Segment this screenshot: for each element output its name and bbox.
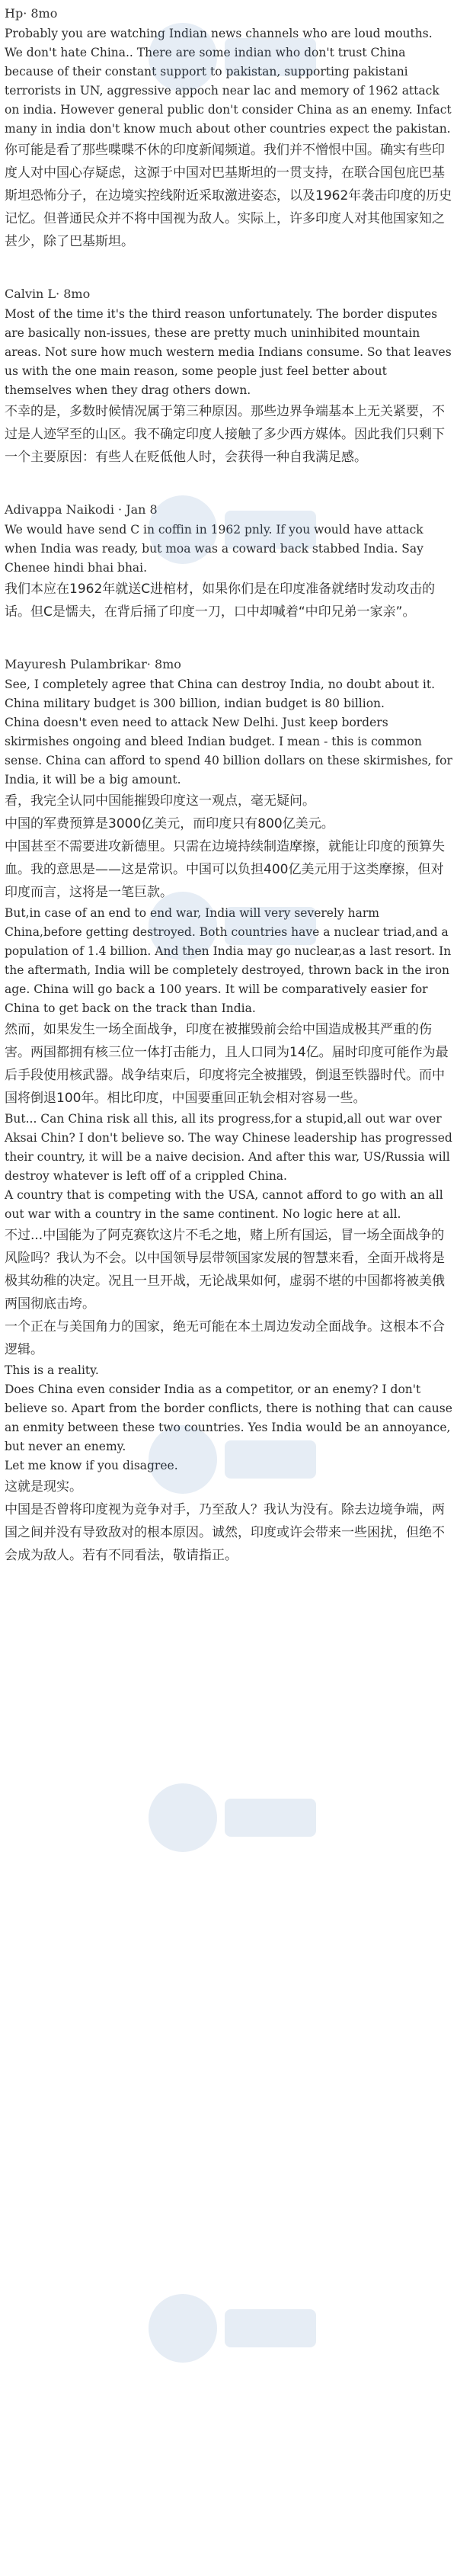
watermark-logo [141,1776,324,1860]
comment-text-english: Probably you are watching Indian news channels who are loud mouths. We don't hate China.. There are some indian who don't trust China because of their constant support to pakistan, supporting pakistani terrorists in UN, aggressive appoch near lac and memory of 1962 attack on india. However general public don't consider China as an enemy. Infact many in india don't know much about other countries expect the pakistan. [5,27,452,136]
comment-author-meta: Mayuresh Pulambrikar· 8mo [5,657,181,671]
comment-text-chinese: 一个正在与美国角力的国家，绝无可能在本土周边发动全面战争。这根本不合逻辑。 [5,1319,445,1357]
comment-text-english: But... Can China risk all this, all its progress,for a stupid,all out war over Aksai Chin? I don't believe so. The way Chinese leadership has progressed their country, it will be a naive decision. And after this war, US/Russia will destroy whatever is left off of a crippled China. [5,1112,452,1183]
comment-text-chinese: 不过...中国能为了阿克赛钦这片不毛之地，赌上所有国运，冒一场全面战争的风险吗？我认为不会。以中国领导层带领国家发展的智慧来看，全面开战将是极其幼稚的决定。况且一旦开战，无论战果如何，虚弱不堪的中国都将被美俄两国彻底击垮。 [5,1228,445,1312]
comment-post [5,3,452,253]
comment-text-chinese: 我们本应在1962年就送C进棺材，如果你们是在印度准备就绪时发动攻击的话。但C是懦夫，在背后捅了印度一刀，口中却喊着“中印兄弟一家亲”。 [5,582,436,620]
comment-author-meta: Adivappa Naikodi · Jan 8 [5,502,158,517]
comment-post [5,499,452,623]
comment-text-english: Does China even consider India as a competitor, or an enemy? I don't believe so. Apart from the border conflicts, there is nothing that can cause an enmity between these two countries. Yes India would be an annoyance, but never an enemy. [5,1383,452,1453]
comment-text-chinese: 你可能是看了那些喋喋不休的印度新闻频道。我们并不憎恨中国。确实有些印度人对中国心存疑虑，这源于中国对巴基斯坦的一贯支持，在联合国包庇巴基斯坦恐怖分子，在边境实控线附近采取激进姿态，以及1962年袭击印度的历史记忆。但普通民众并不将中国视为敌人。实际上，许多印度人对其他国家知之甚少，除了巴基斯坦。 [5,143,452,249]
comment-post [5,284,452,469]
comment-text-english: We would have send C in coffin in 1962 pnly. If you would have attack when India was ready, but moa was a coward back stabbed India. Say Chenee hindi bhai bhai. [5,523,423,575]
comment-text-chinese: 然而，如果发生一场全面战争，印度在被摧毁前会给中国造成极其严重的伤害。两国都拥有核三位一体打击能力，且人口同为14亿。届时印度可能作为最后手段使用核武器。战争结束后，印度将完全被摧毁，倒退至铁器时代。而中国将倒退100年。相比印度，中国要重回正轨会相对容易一些。 [5,1022,449,1106]
comment-text-chinese: 看，我完全认同中国能摧毁印度这一观点，毫无疑问。 [5,793,315,809]
comment-text-english: A country that is competing with the USA, cannot afford to go with an all out war with a country in the same continent. No logic here at all. [5,1188,443,1221]
comment-text-english: Most of the time it's the third reason unfortunately. The border disputes are basically non-issues, these are pretty much uninhibited mountain areas. Not sure how much western media Indians consume. So that leaves us with the one main reason, some people just feel better about themselves when they drag others down. [5,307,452,397]
watermark-logo [141,2286,324,2370]
comment-text-chinese: 不幸的是，多数时候情况属于第三种原因。那些边界争端基本上无关紧要，不过是人迹罕至的山区。我不确定印度人接触了多少西方媒体。因此我们只剩下一个主要原因：有些人在贬低他人时，会获得一种自我满足感。 [5,404,445,465]
comment-text-english: See, I completely agree that China can destroy India, no doubt about it. [5,678,435,691]
comment-text-chinese: 中国的军费预算是3000亿美元，而印度只有800亿美元。 [5,816,334,831]
comment-post [5,654,452,1567]
comment-text-english: China doesn't even need to attack New Delhi. Just keep borders skirmishes ongoing and bleed Indian budget. I mean - this is common sense. China can afford to spend 40 billion dollars on these skirmishes, for India, it will be a big amount. [5,716,452,787]
comment-text-english: This is a reality. [5,1363,99,1377]
comment-author-meta: Calvin L· 8mo [5,287,91,301]
comment-text-english: Let me know if you disagree. [5,1459,178,1472]
comment-text-chinese: 中国是否曾将印度视为竞争对手，乃至敌人？我认为没有。除去边境争端，两国之间并没有导致敌对的根本原因。诚然，印度或许会带来一些困扰，但绝不会成为敌人。若有不同看法，敬请指正。 [5,1502,445,1563]
comment-text-chinese: 中国甚至不需要进攻新德里。只需在边境持续制造摩擦，就能让印度的预算失血。我的意思是——这是常识。中国可以负担400亿美元用于这类摩擦，但对印度而言，这将是一笔巨款。 [5,839,445,900]
comment-author-meta: Hp· 8mo [5,6,58,21]
comment-text-chinese: 这就是现实。 [5,1479,82,1495]
comment-text-english: China military budget is 300 billion, indian budget is 80 billion. [5,697,385,710]
comment-text-english: But,in case of an end to end war, India will very severely harm China,before getting destroyed. Both countries have a nuclear triad,and a population of 1.4 billion. And then India may go nuclear,as a last resort. In the aftermath, India will be completely destroyed, thrown back in the iron age. China will go back a 100 years. It will be comparatively easier for China to get back on the track than India. [5,906,452,1015]
